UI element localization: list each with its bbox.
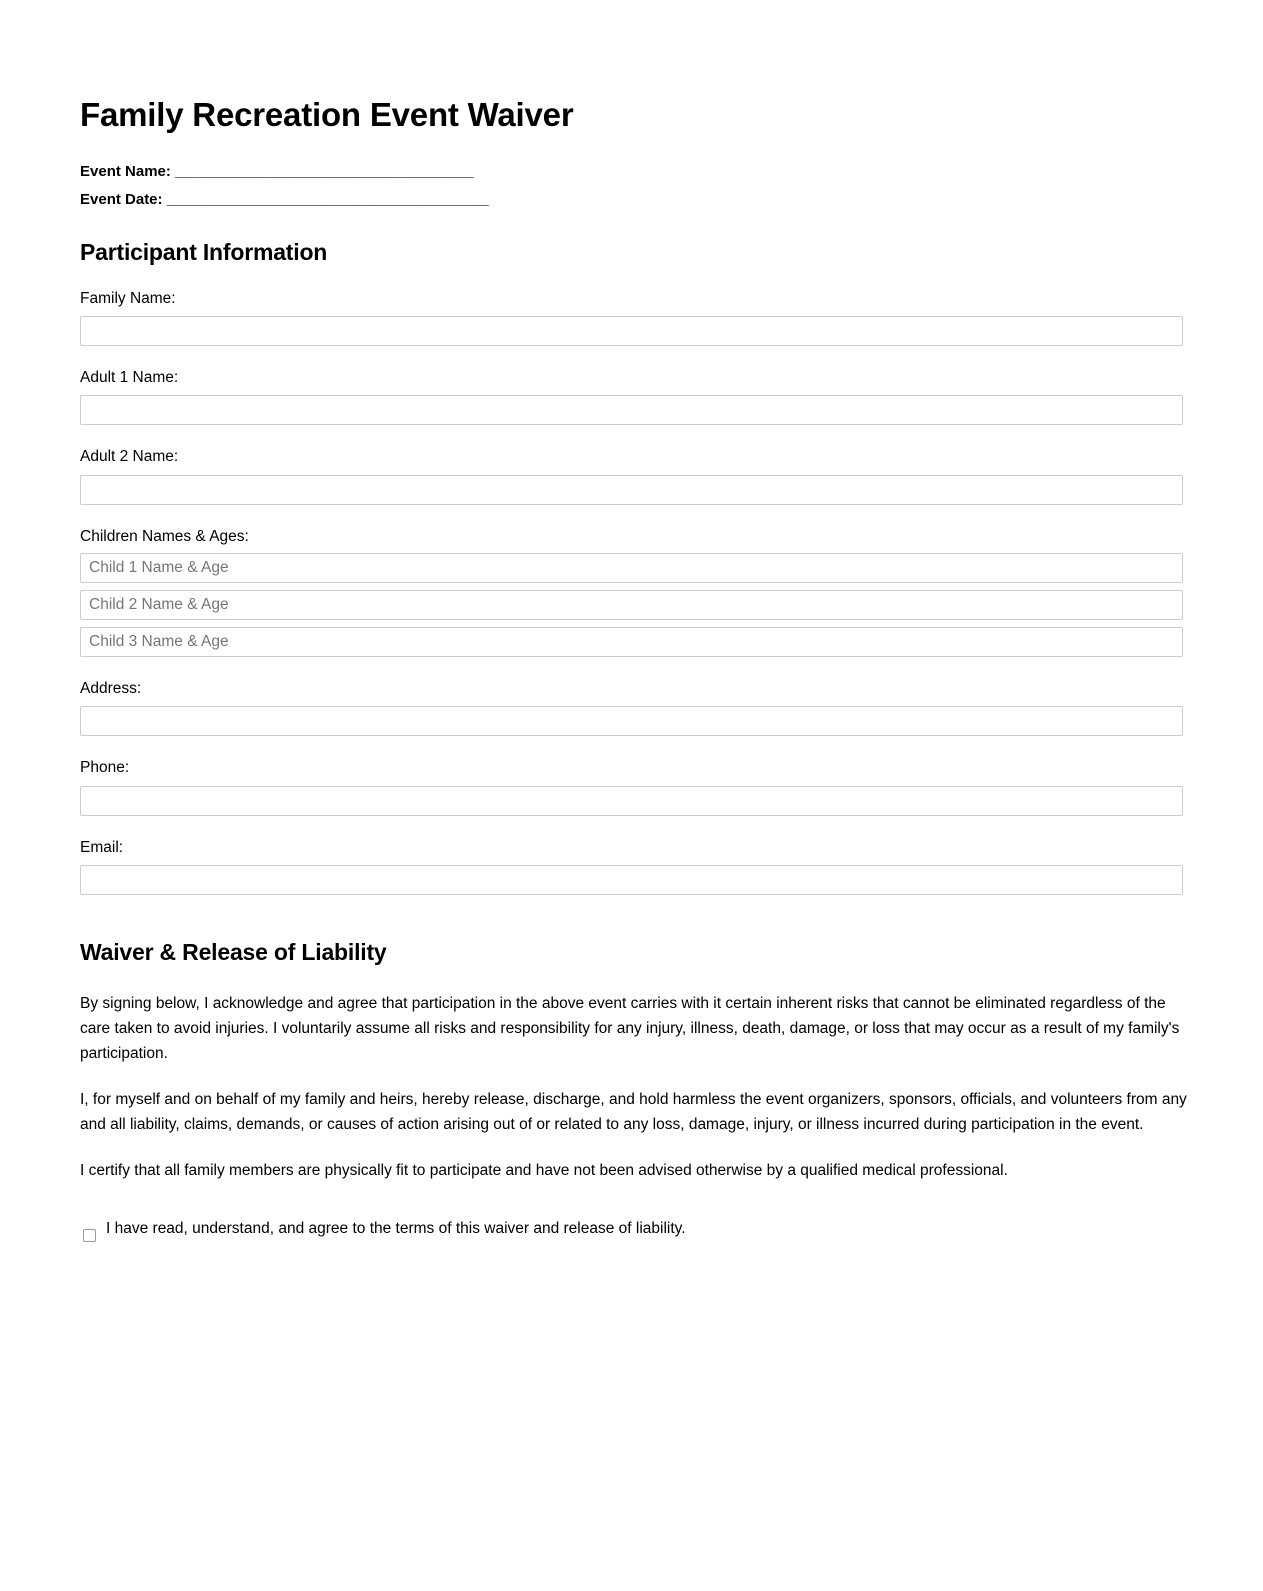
address-label: Address: [80,680,142,698]
event-date-label: Event Date: [80,190,163,208]
email-input[interactable] [80,865,1183,895]
participant-information-heading: Participant Information [80,238,328,265]
field-adult-2-name [80,447,1183,504]
field-phone [80,758,1183,815]
email-label: Email: [80,838,124,856]
event-date-rule[interactable]: _________________________________________ [166,190,489,208]
event-date-line [80,192,1183,207]
page-title: Family Recreation Event Waiver [80,96,574,133]
family-name-input[interactable] [80,316,1183,346]
phone-label: Phone: [80,759,130,777]
child-3-input[interactable] [80,627,1183,657]
waiver-paragraph-3: I certify that all family members are physically fit to participate and have not been advised otherwise by a qualified medical professional. [80,1162,1008,1180]
waiver-release-heading: Waiver & Release of Liability [80,939,387,966]
field-adult-1-name [80,368,1183,425]
waiver-paragraph-1: By signing below, I acknowledge and agree that participation in the above event carries with it certain inherent risks that cannot be eliminated regardless of the care taken to avoid injuries. I voluntarily assume all risks and responsibility for any injury, illness, death, damage, or loss that may occur as a result of my family's participation. [80,994,1180,1062]
waiver-paragraph-2: I, for myself and on behalf of my family and heirs, hereby release, discharge, and hold harmless the event organizers, sponsors, officials, and volunteers from any and all liability, claims, demands, or causes of action arising out of or related to any loss, damage, injury, or illness incurred during participation in the event. [80,1091,1187,1134]
child-2-input[interactable] [80,590,1183,620]
adult-1-name-label: Adult 1 Name: [80,368,179,386]
field-children-names-ages [80,527,1183,657]
consent-row [80,1217,1216,1242]
adult-1-name-input[interactable] [80,395,1183,425]
event-name-label: Event Name: [80,162,171,180]
child-1-input[interactable] [80,553,1183,583]
phone-input[interactable] [80,786,1183,816]
consent-label: I have read, understand, and agree to the terms of this waiver and release of liability. [106,1220,686,1238]
children-names-ages-label: Children Names & Ages: [80,527,249,545]
consent-checkbox[interactable] [83,1229,96,1242]
field-address [80,679,1183,736]
adult-2-name-input[interactable] [80,475,1183,505]
event-name-line [80,164,1183,179]
field-family-name [80,289,1183,346]
family-name-label: Family Name: [80,289,176,307]
event-name-rule[interactable]: ______________________________________ [175,162,474,180]
field-email [80,838,1183,895]
adult-2-name-label: Adult 2 Name: [80,448,179,466]
address-input[interactable] [80,706,1183,736]
